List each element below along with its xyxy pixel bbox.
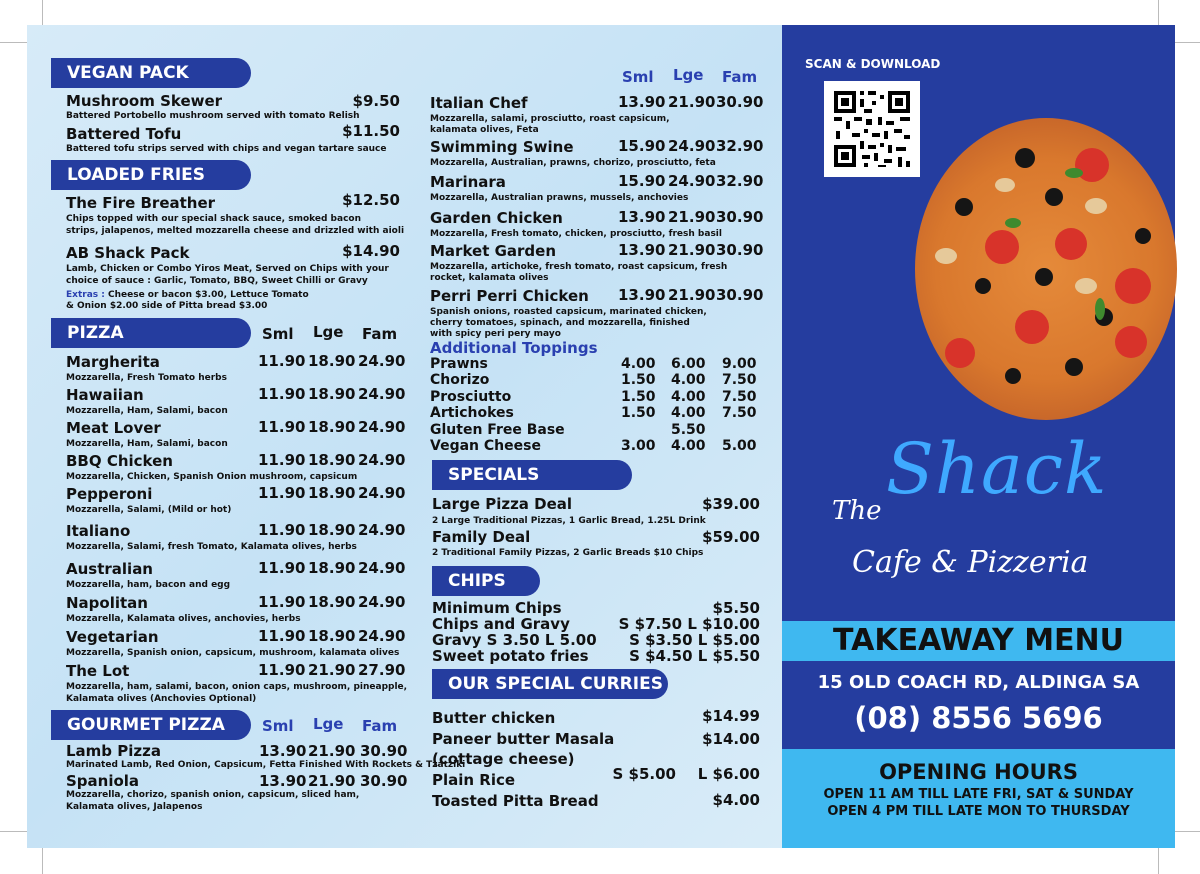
menu-item-price-fam: 30.90 [360,772,408,790]
size-header-sml: Sml [622,68,654,86]
menu-item-name: The Fire Breather [66,194,216,212]
menu-item-price-sml: 13.90 [259,742,307,760]
crop-mark [42,0,43,26]
size-header-sml: Sml [262,325,294,343]
menu-item-name: Swimming Swine [430,138,574,156]
loaded-fries-heading: LOADED FRIES [51,160,251,190]
menu-item-desc: kalamata olives, Feta [430,125,539,135]
pizza-photo [915,118,1177,420]
address: 15 OLD COACH RD, ALDINGA SA [817,672,1140,693]
topping-name: Chorizo [430,372,490,389]
pizza-mushroom [995,178,1015,192]
menu-item-name: Pepperoni [66,485,153,503]
menu-item-price: $14.99 [702,707,760,725]
menu-item-price-sml: 13.90 [618,208,666,226]
menu-item-desc: Mozzarella, artichoke, fresh tomato, roast capsicum, fresh [430,262,728,272]
menu-item-price-fam: 30.90 [716,208,764,226]
curries-heading: OUR SPECIAL CURRIES [432,669,668,699]
size-header-fam: Fam [722,68,758,86]
menu-item-desc: Spanish onions, roasted capsicum, marinated chicken, [430,307,707,317]
crop-mark [1175,831,1200,832]
menu-item-desc: Mozzarella, ham, salami, bacon, onion caps, mushroom, pineapple, [66,682,408,692]
menu-item-name: Paneer butter Masala [432,730,615,748]
menu-item-name: Gravy S 3.50 L 5.00 [432,631,597,649]
menu-item-price-sml: 15.90 [618,137,666,155]
topping-price-sml: 3.00 [621,438,656,454]
pizza-olive [1065,358,1083,376]
pizza-tomato [1015,310,1049,344]
menu-item-price: S $7.50 L $10.00 [618,615,760,633]
pizza-mushroom [935,248,957,264]
menu-item-price-sml: 11.90 [258,627,306,645]
menu-item-name: Large Pizza Deal [432,495,573,513]
menu-item-name: Minimum Chips [432,599,562,617]
topping-name: Vegan Cheese [430,438,541,454]
menu-item-name: Vegetarian [66,628,159,646]
chips-heading: CHIPS [432,566,540,596]
menu-item-price-fam: 24.90 [358,418,406,436]
menu-item-name: Hawaiian [66,386,144,404]
menu-item-price: $39.00 [702,495,760,513]
menu-item-price-sml: 13.90 [618,93,666,111]
pizza-olive [1015,148,1035,168]
menu-item-price: $9.50 [352,92,400,110]
pizza-heading: PIZZA [51,318,251,348]
menu-item-price-lge: 21.90 [308,772,356,790]
pizza-olive [1045,188,1063,206]
topping-price-lge: 4.00 [671,388,706,405]
pizza-tomato [945,338,975,368]
menu-item-desc: Mozzarella, ham, bacon and egg [66,580,231,590]
menu-item-desc: Mozzarella, chorizo, spanish onion, capsicum, sliced ham, [66,790,360,800]
menu-item-name: Sweet potato fries [432,647,589,665]
topping-price-fam: 5.00 [722,438,757,454]
logo-shack: Shack [886,428,1108,510]
menu-item-price-fam: 24.90 [358,352,406,370]
menu-item-desc: rocket, kalamata olives [430,273,549,283]
menu-item-name: Meat Lover [66,419,161,437]
opening-hours-line: OPEN 4 PM TILL LATE MON TO THURSDAY [827,804,1130,819]
menu-item-desc: Chips topped with our special shack sauce, smoked bacon [66,214,362,224]
menu-item-name: Market Garden [430,242,557,260]
menu-item-price-sml: 13.90 [618,286,666,304]
pizza-tomato [1055,228,1087,260]
pizza-olive [955,198,973,216]
topping-price-lge: 4.00 [671,438,706,454]
topping-name: Prawns [430,356,488,372]
extras-text: Cheese or bacon $3.00, Lettuce Tomato [104,290,309,300]
topping-price-lge: 5.50 [671,421,706,438]
menu-item-name: Perri Perri Chicken [430,287,589,305]
menu-item-price-lge: 18.90 [308,484,356,502]
topping-name: Prosciutto [430,388,512,405]
menu-item-price-fam: 32.90 [716,172,764,190]
menu-item-name: Battered Tofu [66,125,182,143]
menu-item-desc: Mozzarella, Salami, fresh Tomato, Kalamata olives, herbs [66,542,357,552]
menu-item-name: Plain Rice [432,771,516,789]
menu-item-name: Marinara [430,173,506,191]
menu-item-desc: Mozzarella, Ham, Salami, bacon [66,439,228,449]
pizza-basil [1065,168,1083,178]
menu-item-desc: choice of sauce : Garlic, Tomato, BBQ, Sweet Chilli or Gravy [66,276,368,286]
menu-item-price-lge: 21.90 [308,661,356,679]
menu-item-price-fam: 24.90 [358,385,406,403]
crop-mark [0,831,28,832]
menu-item-price: S $3.50 L $5.00 [629,631,760,649]
size-header-fam: Fam [362,717,398,735]
menu-item-price-lge: 21.90 [668,241,716,259]
menu-item-price-lge: 18.90 [308,385,356,403]
menu-item-desc: Mozzarella, Salami, (Mild or hot) [66,505,232,515]
menu-item-name: AB Shack Pack [66,244,190,262]
topping-price-lge: 4.00 [671,372,706,389]
menu-item-price-lge: 18.90 [308,352,356,370]
takeaway-menu-title: TAKEAWAY MENU [832,623,1125,658]
gourmet-pizza-heading: GOURMET PIZZA [51,710,251,740]
menu-item-price-sml: 15.90 [618,172,666,190]
qr-code-icon [824,81,920,177]
menu-item-name: Garden Chicken [430,209,563,227]
menu-item-desc: Kalamata olives, Jalapenos [66,802,203,812]
menu-item-price: $5.50 [712,599,760,617]
menu-item-price: $59.00 [702,528,760,546]
opening-hours-line: OPEN 11 AM TILL LATE FRI, SAT & SUNDAY [823,787,1134,802]
extras-line [66,290,309,300]
menu-item-desc: Mozzarella, Australian prawns, mussels, anchovies [430,193,689,203]
topping-price-fam: 7.50 [722,388,757,405]
crop-mark [1158,848,1159,874]
topping-price-sml: 1.50 [621,405,656,422]
extras-line: & Onion $2.00 side of Pitta bread $3.00 [66,301,268,311]
crop-mark [1175,42,1200,43]
menu-item-desc: with spicy peri pery mayo [430,329,561,339]
menu-item-price: $14.90 [342,242,400,260]
menu-item-desc: 2 Large Traditional Pizzas, 1 Garlic Bread, 1.25L Drink [432,516,706,526]
menu-item-price: L $6.00 [697,765,760,783]
toppings-heading: Additional Toppings [430,339,598,357]
menu-item-price-lge: 21.90 [308,742,356,760]
crop-mark [0,42,28,43]
pizza-tomato [1075,148,1109,182]
menu-item-price: S $4.50 L $5.50 [629,647,760,665]
menu-item-name: Lamb Pizza [66,742,161,760]
pizza-basil [1095,298,1105,320]
menu-item-desc: Lamb, Chicken or Combo Yiros Meat, Served on Chips with your [66,264,389,274]
topping-price-sml: 1.50 [621,372,656,389]
menu-item-name: (cottage cheese) [432,750,575,768]
pizza-mushroom [1075,278,1097,294]
menu-item-name: Italian Chef [430,94,528,112]
menu-item-desc: Battered tofu strips served with chips and vegan tartare sauce [66,144,387,154]
menu-item-name: Family Deal [432,528,531,546]
menu-item-desc: cherry tomatoes, spinach, and mozzarella, finished [430,318,690,328]
pizza-olive [1135,228,1151,244]
menu-item-price-sml: 13.90 [618,241,666,259]
menu-item-price-lge: 18.90 [308,559,356,577]
menu-item-price-sml: 11.90 [258,559,306,577]
menu-item-desc: Mozzarella, Australian, prawns, chorizo, prosciutto, feta [430,158,716,168]
menu-item-name: The Lot [66,662,130,680]
menu-item-price-sml: 11.90 [258,593,306,611]
menu-item-price-lge: 18.90 [308,627,356,645]
menu-item-desc: 2 Traditional Family Pizzas, 2 Garlic Breads $10 Chips [432,548,704,558]
size-header-sml: Sml [262,717,294,735]
phone-number[interactable]: (08) 8556 5696 [854,701,1103,735]
menu-item-price-sml: 11.90 [258,521,306,539]
pizza-olive [1035,268,1053,286]
menu-item-desc: Mozzarella, Spanish onion, capsicum, mushroom, kalamata olives [66,648,400,658]
menu-item-price-small: S $5.00 [612,765,676,783]
menu-item-price-fam: 24.90 [358,451,406,469]
menu-item-price-sml: 11.90 [258,451,306,469]
menu-item-name: Mushroom Skewer [66,92,223,110]
menu-item-price-lge: 18.90 [308,521,356,539]
topping-name: Gluten Free Base [430,421,565,438]
extras-label: Extras : [66,290,105,300]
menu-item-price-sml: 11.90 [258,352,306,370]
menu-item-desc: Mozzarella, Fresh tomato, chicken, prosciutto, fresh basil [430,229,722,239]
topping-price-lge: 6.00 [671,356,706,372]
menu-item-price-fam: 24.90 [358,593,406,611]
menu-item-name: Chips and Gravy [432,615,570,633]
menu-item-price-fam: 24.90 [358,559,406,577]
menu-item-name: Australian [66,560,153,578]
menu-item-price-lge: 18.90 [308,418,356,436]
size-header-fam: Fam [362,325,398,343]
menu-item-price-lge: 24.90 [668,137,716,155]
size-header-lge: Lge [673,66,704,84]
menu-item-price-sml: 13.90 [259,772,307,790]
menu-item-price-lge: 18.90 [308,451,356,469]
menu-item-name: Toasted Pitta Bread [432,792,599,810]
topping-price-sml: 1.50 [621,388,656,405]
pizza-olive [1005,368,1021,384]
menu-item-desc: Marinated Lamb, Red Onion, Capsicum, Fetta Finished With Rockets & Tzatziki [66,760,466,770]
topping-price-fam: 7.50 [722,405,757,422]
menu-item-price: $4.00 [712,791,760,809]
menu-item-desc: Mozzarella, Kalamata olives, anchovies, herbs [66,614,301,624]
menu-item-price-lge: 21.90 [668,208,716,226]
topping-price-fam: 7.50 [722,372,757,389]
menu-item-desc: Mozzarella, Chicken, Spanish Onion mushroom, capsicum [66,472,358,482]
menu-item-price-sml: 11.90 [258,484,306,502]
menu-item-price-fam: 24.90 [358,484,406,502]
menu-item-desc: Kalamata olives (Anchovies Optional) [66,694,257,704]
menu-item-price-sml: 11.90 [258,418,306,436]
menu-item-price: $11.50 [342,122,400,140]
menu-item-price: $12.50 [342,191,400,209]
specials-heading: SPECIALS [432,460,632,490]
menu-item-desc: strips, jalapenos, melted mozzarella cheese and drizzled with aioli [66,226,405,236]
menu-item-desc: Battered Portobello mushroom served with tomato Relish [66,111,360,121]
menu-item-name: Napolitan [66,594,148,612]
menu-item-name: Margherita [66,353,160,371]
menu-item-desc: Mozzarella, salami, prosciutto, roast capsicum, [430,114,670,124]
scan-download-label: SCAN & DOWNLOAD [805,57,941,71]
menu-item-name: Spaniola [66,772,140,790]
menu-item-price-fam: 32.90 [716,137,764,155]
vegan-pack-heading: VEGAN PACK [51,58,251,88]
crop-mark [1158,0,1159,26]
menu-item-price-fam: 30.90 [716,241,764,259]
topping-price-fam: 9.00 [722,356,757,372]
menu-item-name: Italiano [66,522,131,540]
opening-hours-title: OPENING HOURS [879,760,1078,784]
menu-item-price-fam: 30.90 [716,286,764,304]
topping-name: Artichokes [430,405,514,422]
size-header-lge: Lge [313,323,344,341]
crop-mark [42,848,43,874]
logo-cafe-pizzeria: Cafe & Pizzeria [852,545,1089,580]
menu-item-price-lge: 24.90 [668,172,716,190]
menu-item-name: Butter chicken [432,709,556,727]
pizza-olive [975,278,991,294]
menu-item-price-fam: 30.90 [360,742,408,760]
logo-the: The [832,496,882,526]
menu-item-desc: Mozzarella, Fresh Tomato herbs [66,373,227,383]
topping-price-lge: 4.00 [671,405,706,422]
menu-item-price-lge: 21.90 [668,286,716,304]
menu-item-name: BBQ Chicken [66,452,173,470]
size-header-lge: Lge [313,715,344,733]
menu-item-price-fam: 24.90 [358,521,406,539]
menu-item-price-fam: 24.90 [358,627,406,645]
pizza-tomato [1115,268,1151,304]
menu-item-price-lge: 21.90 [668,93,716,111]
pizza-mushroom [1085,198,1107,214]
menu-item-price-fam: 30.90 [716,93,764,111]
menu-item-price-sml: 11.90 [258,661,306,679]
menu-item-desc: Mozzarella, Ham, Salami, bacon [66,406,228,416]
pizza-tomato [985,230,1019,264]
menu-item-price: $14.00 [702,730,760,748]
qr-code[interactable] [824,81,920,177]
topping-price-sml: 4.00 [621,356,656,372]
menu-item-price-fam: 27.90 [358,661,406,679]
pizza-tomato [1115,326,1147,358]
menu-item-price-lge: 18.90 [308,593,356,611]
menu-item-price-sml: 11.90 [258,385,306,403]
pizza-basil [1005,218,1021,228]
